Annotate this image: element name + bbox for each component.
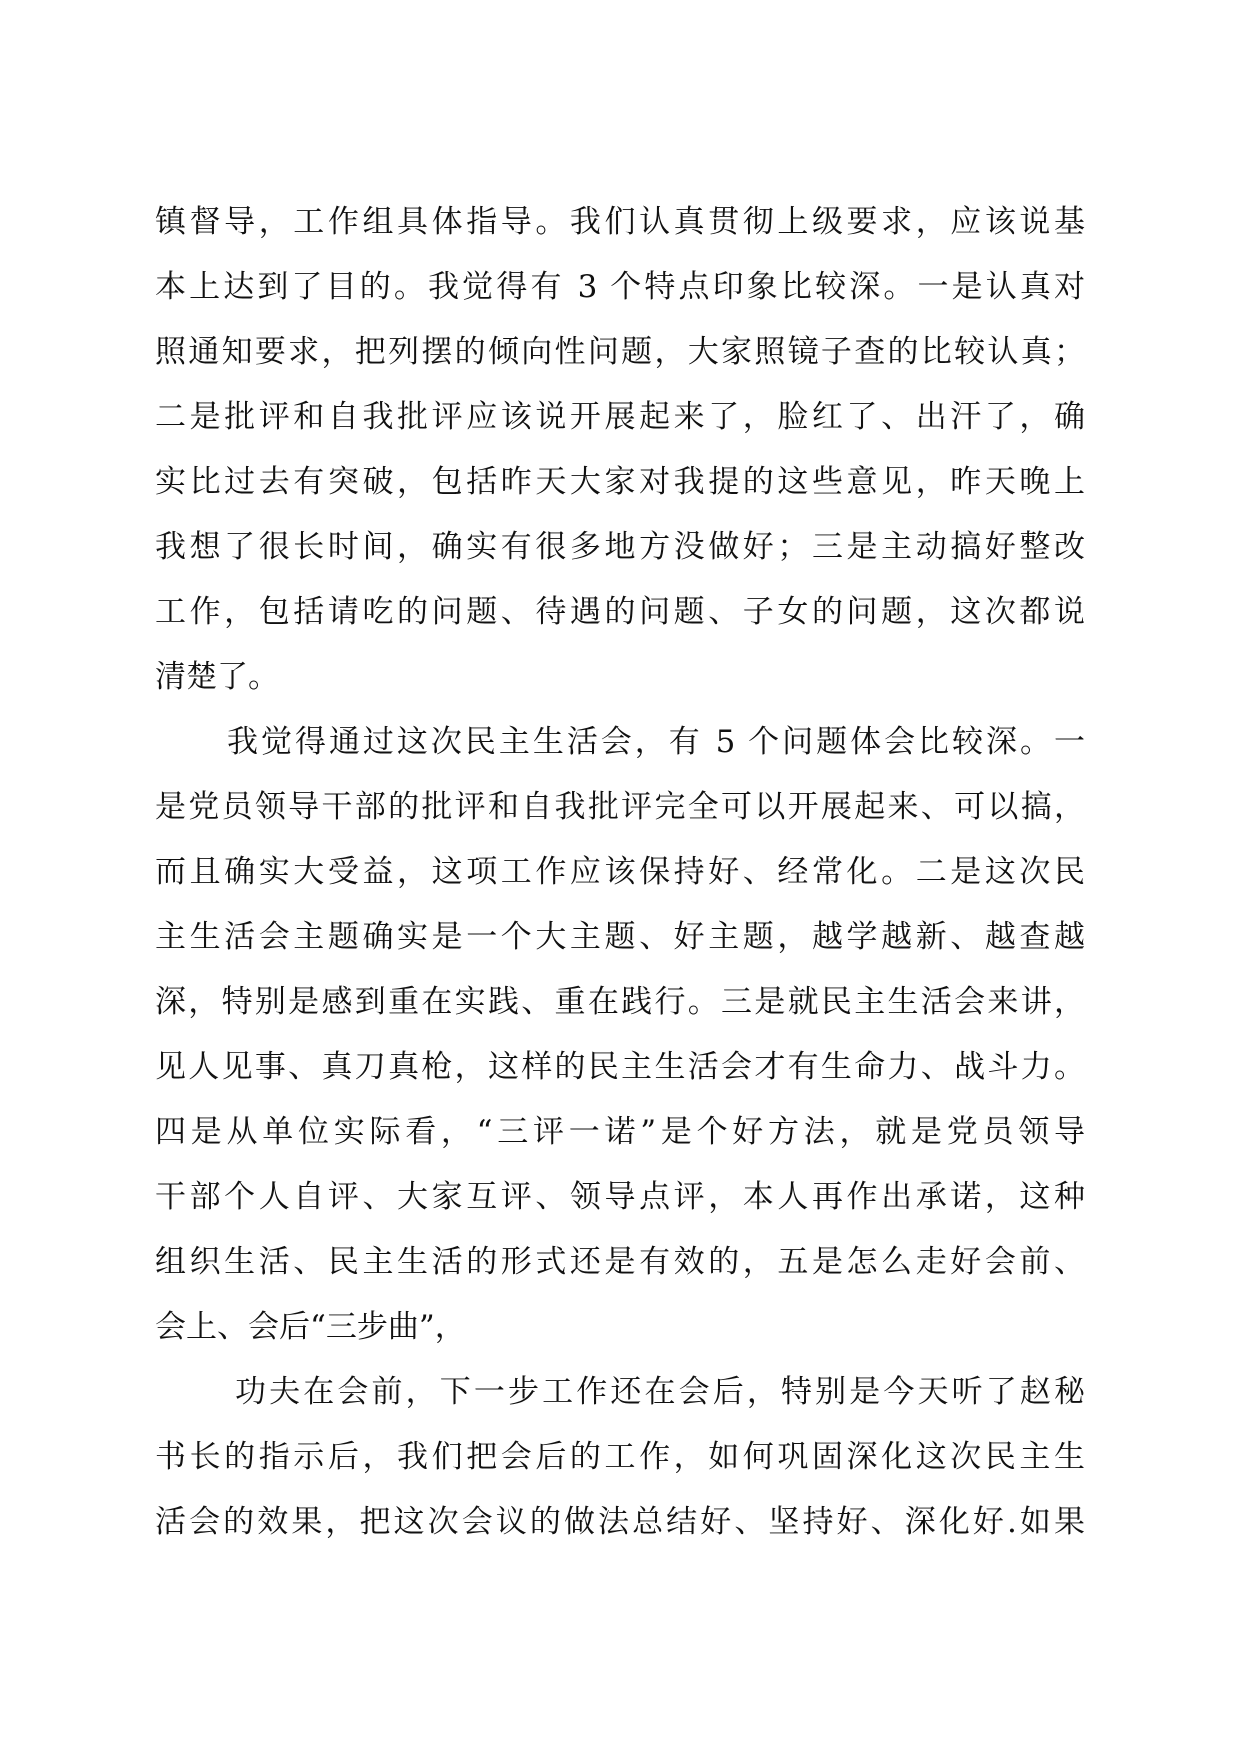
text-line: 功夫在会前，下一步工作还在会后，特别是今天听了赵秘 [235, 1374, 1085, 1410]
text-line: 活会的效果，把这次会议的做法总结好、坚持好、深化好.如果 [155, 1504, 1085, 1540]
paragraph-2 [155, 710, 1085, 1360]
text-line: 二是批评和自我批评应该说开展起来了，脸红了、出汗了，确 [155, 399, 1085, 435]
text-line: 四是从单位实际看，“三评一诺”是个好方法，就是党员领导 [155, 1114, 1085, 1150]
text-line: 镇督导，工作组具体指导。我们认真贯彻上级要求，应该说基 [155, 204, 1085, 240]
text-line: 是党员领导干部的批评和自我批评完全可以开展起来、可以搞， [155, 789, 1085, 825]
text-line: 实比过去有突破，包括昨天大家对我提的这些意见，昨天晚上 [155, 464, 1085, 500]
text-line: 深，特别是感到重在实践、重在践行。三是就民主生活会来讲， [155, 984, 1085, 1020]
text-line: 会上、会后“三步曲”， [155, 1309, 466, 1345]
text-line: 主生活会主题确实是一个大主题、好主题，越学越新、越查越 [155, 919, 1085, 955]
text-line: 照通知要求，把列摆的倾向性问题，大家照镜子查的比较认真； [155, 334, 1085, 370]
body-text [155, 190, 1085, 1555]
text-line: 见人见事、真刀真枪，这样的民主生活会才有生命力、战斗力。 [155, 1049, 1085, 1085]
text-line: 工作，包括请吃的问题、待遇的问题、子女的问题，这次都说 [155, 594, 1085, 630]
paragraph-1 [155, 190, 1085, 710]
text-line: 我想了很长时间，确实有很多地方没做好；三是主动搞好整改 [155, 529, 1085, 565]
text-line: 组织生活、民主生活的形式还是有效的，五是怎么走好会前、 [155, 1244, 1085, 1280]
text-line: 本上达到了目的。我觉得有 3 个特点印象比较深。一是认真对 [155, 269, 1085, 305]
text-line: 书长的指示后，我们把会后的工作，如何巩固深化这次民主生 [155, 1439, 1085, 1475]
paragraph-3 [155, 1360, 1085, 1555]
text-line: 我觉得通过这次民主生活会，有 5 个问题体会比较深。一 [227, 724, 1085, 760]
text-line: 清楚了。 [155, 659, 279, 695]
text-line: 干部个人自评、大家互评、领导点评，本人再作出承诺，这种 [155, 1179, 1085, 1215]
text-line: 而且确实大受益，这项工作应该保持好、经常化。二是这次民 [155, 854, 1085, 890]
